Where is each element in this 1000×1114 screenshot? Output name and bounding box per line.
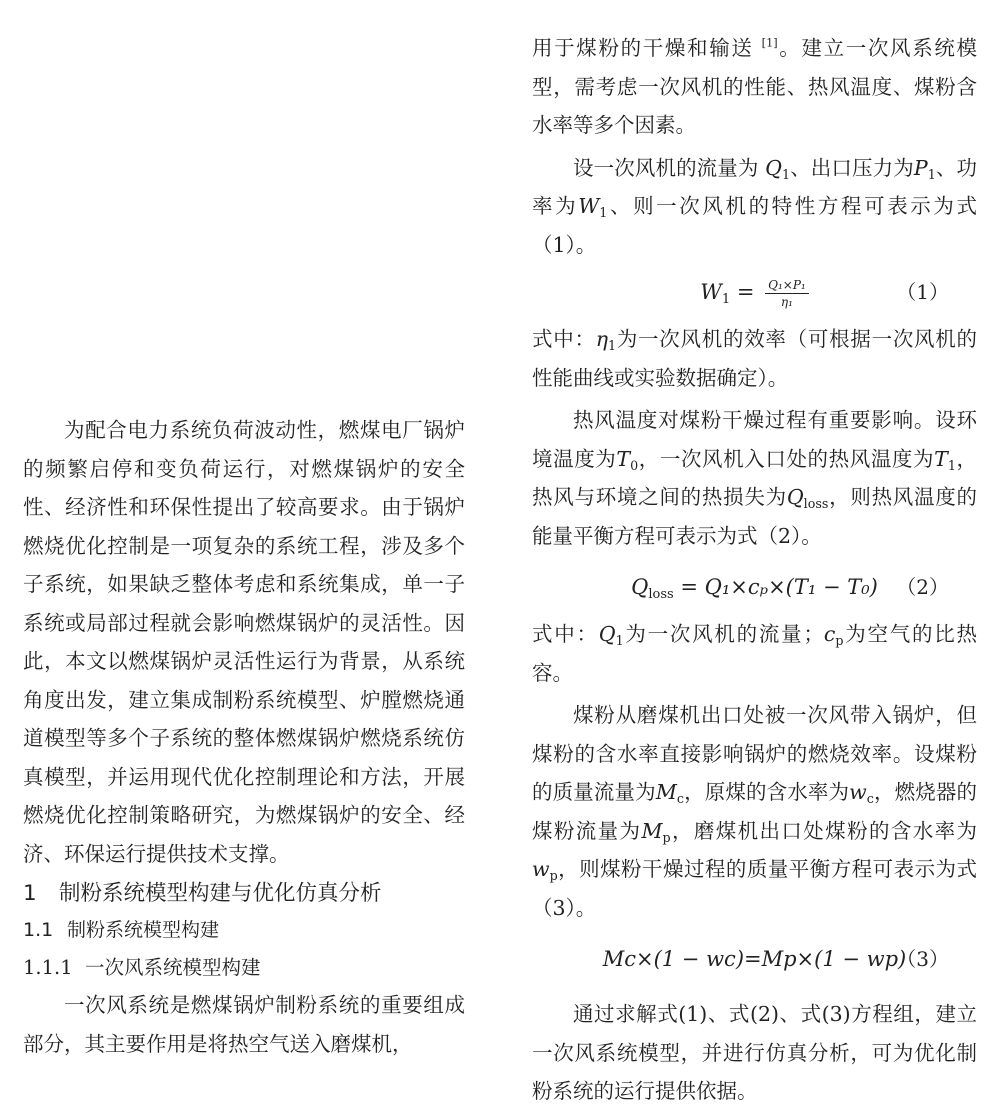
eq1-lhs: W (700, 280, 722, 304)
eq2-rhs: = Q₁×cₚ×(T₁ − T₀) (680, 575, 878, 599)
where-1-text-a: 式中： (532, 327, 596, 351)
sub-1: 1 (615, 632, 624, 648)
where-1-text-b: 为一次风机的效率（可根据一次风机的性能曲线或实验数据确定）。 (532, 327, 978, 390)
temp-text-1: 热风温度对煤粉干燥过程有重要影响。设环境温度为 (532, 408, 977, 471)
eq2-lhs: Q (631, 575, 649, 599)
coal-paragraph (532, 696, 977, 927)
sub-1: 1 (608, 337, 617, 353)
equation-2-number: （2） (896, 575, 949, 599)
symbol-t: T (616, 446, 631, 471)
symbol-q: Q (765, 155, 782, 180)
symbol-eta: η (595, 327, 608, 351)
section-1-1-1-title: 一次风系统模型构建 (85, 956, 261, 979)
primary-air-paragraph: 一次风系统是燃煤锅炉制粉系统的重要组成部分，其主要作用是将热空气送入磨煤机， (23, 993, 465, 1056)
eq1-numerator: Q₁×P₁ (765, 278, 809, 294)
sub-1: 1 (721, 291, 731, 307)
coal-text-1: 煤粉从磨煤机出口处被一次风带入锅炉，但煤粉的含水率直接影响锅炉的燃烧效率。设煤粉的质量流量为 (532, 703, 977, 804)
fan-text-4: 、则一次风机的特性方程可表示为式（1）。 (532, 194, 977, 257)
coal-text-5: ，则煤粉干燥过程的质量平衡方程可表示为式（3）。 (532, 857, 977, 920)
equation-1-number: （1） (896, 280, 949, 304)
where-2-paragraph (532, 615, 977, 692)
coal-text-4: ，磨煤机出口处煤粉的含水率为 (670, 818, 977, 843)
fan-text-2: 、出口压力为 (790, 155, 914, 180)
symbol-m: M (641, 818, 663, 843)
fan-paragraph (532, 149, 977, 265)
symbol-p: P (913, 155, 928, 180)
symbol-w-lower: w (532, 857, 550, 881)
eq1-denominator: η₁ (780, 295, 793, 309)
coal-text-3: ，燃烧器的煤粉流量为 (532, 780, 978, 843)
intro-paragraph: 为配合电力系统负荷波动性，燃煤电厂锅炉的频繁启停和变负荷运行，对燃煤锅炉的安全性、经济性和环保性提出了较高要求。由于锅炉燃烧优化控制是一项复杂的系统工程，涉及多个子系统，如果缺乏整体考虑和系统集成，单一子系统或局部过程就会影响燃煤锅炉的灵活性。因此，本文以燃煤锅炉灵活性运行为背景，从系统角度出发，建立集成制粉系统模型、炉膛燃烧通道模型等多个子系统的整体燃煤锅炉燃烧系统仿真模型，并运用现代优化控制理论和方法，开展燃烧优化控制策略研究，为燃煤锅炉的安全、经济、环保运行提供技术支撑。 (23, 418, 465, 866)
equation-3-number: （3） (896, 947, 949, 971)
symbol-w-lower: w (849, 780, 867, 804)
symbol-q: Q (598, 622, 616, 646)
left-column (23, 0, 465, 1063)
eq1-equals: = (736, 280, 755, 304)
continued-paragraph (532, 29, 977, 145)
sub-1: 1 (781, 166, 791, 182)
temperature-paragraph (532, 401, 977, 555)
sub-1: 1 (947, 457, 956, 473)
equation-3 (532, 931, 977, 987)
where-2-text-b: 为一次风机的流量； (623, 622, 824, 646)
section-1-1-title: 制粉系统模型构建 (67, 919, 220, 941)
fan-text-1: 设一次风机的流量为 (573, 155, 759, 180)
conclusion-paragraph: 通过求解式(1)、式(2)、式(3)方程组，建立一次风系统模型，并进行仿真分析，可为优化制粉系统的运行提供依据。 (532, 1002, 977, 1103)
section-1-title: 制粉系统模型构建与优化仿真分析 (59, 881, 382, 906)
equation-2 (532, 559, 977, 615)
eq3-expression: Mc×(1 − wc)=Mp×(1 − wp) (602, 947, 907, 971)
right-column (532, 0, 977, 1111)
where-2-text-a: 式中： (532, 622, 599, 646)
sub-0: 0 (630, 457, 639, 473)
citation-ref: [1] (761, 36, 778, 50)
temp-text-3: ，热风与环境之间的热损失为 (532, 446, 978, 509)
section-1-1-1-number: 1.1.1 (23, 956, 73, 979)
symbol-m: M (655, 780, 677, 804)
sub-p: p (549, 867, 558, 883)
section-1-1-number: 1.1 (23, 919, 54, 941)
section-1-number: 1 (23, 881, 37, 906)
coal-text-2: ，原煤的含水率为 (683, 780, 850, 804)
continued-text-b: 。建立一次风系统模型，需考虑一次风机的性能、热风温度、煤粉含水率等多个因素。 (532, 36, 977, 137)
symbol-t: T (934, 446, 948, 471)
sub-loss: loss (803, 495, 829, 511)
fan-text-3: 、功率为 (532, 155, 978, 218)
temp-text-2: ，一次风机入口处的热风温度为 (638, 446, 935, 471)
sub-p: p (835, 632, 844, 648)
temp-text-4: ，则热风温度的能量平衡方程可表示为式（2）。 (532, 485, 978, 548)
sub-p: p (662, 829, 671, 845)
where-2-text-c: 为空气的比热容。 (532, 622, 978, 685)
symbol-q: Q (786, 485, 804, 509)
symbol-w: W (578, 194, 600, 218)
sub-1: 1 (927, 166, 936, 182)
where-1-paragraph (532, 320, 977, 397)
section-1-heading (23, 875, 465, 912)
sub-c: c (866, 790, 874, 806)
continued-text-a: 用于煤粉的干燥和输送 (532, 36, 754, 60)
section-1-1-heading (23, 912, 465, 949)
symbol-c: c (823, 622, 836, 646)
sub-loss: loss (648, 586, 674, 602)
section-1-1-1-heading (23, 949, 465, 986)
sub-c: c (676, 790, 684, 806)
sub-1: 1 (599, 204, 608, 220)
equation-1 (532, 264, 977, 320)
eq1-fraction (765, 278, 809, 309)
